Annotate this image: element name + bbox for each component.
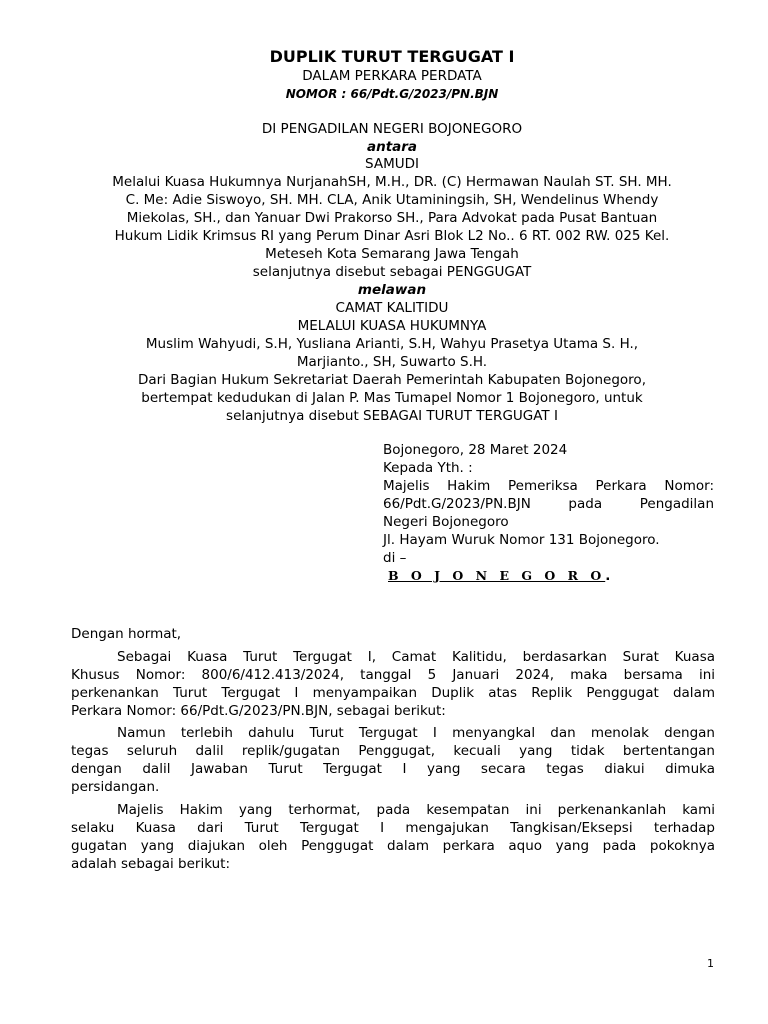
plaintiff-counsel-line: Miekolas, SH., dan Yanuar Dwi Prakorso SH., Para Advokat pada Pusat Bantuan [126, 210, 658, 226]
recipient-line: 66/Pdt.G/2023/PN.BJN pada Pengadilan [383, 496, 714, 512]
defendant-name: CAMAT KALITIDU [335, 300, 449, 316]
paragraph-line: Sebagai Kuasa Turut Tergugat I, Camat Kalitidu, berdasarkan Surat Kuasa [117, 649, 715, 665]
plaintiff-counsel-line: Meteseh Kota Semarang Jawa Tengah [265, 246, 519, 262]
paragraph-line: tegas seluruh dalil replik/gugatan Penggugat, kecuali yang tidak bertentangan [71, 743, 715, 759]
paragraph-line: dengan dalil Jawaban Turut Tergugat I yang secara tegas diakui dimuka [71, 761, 715, 777]
paragraph-line: persidangan. [71, 779, 160, 795]
body-paragraph [71, 648, 715, 720]
city-period: . [605, 568, 611, 584]
defendant-counsel-line: Muslim Wahyudi, S.H, Yusliana Arianti, S.H, Wahyu Prasetya Utama S. H., [145, 336, 639, 352]
case-number: NOMOR : 66/Pdt.G/2023/PN.BJN [285, 87, 499, 101]
defendant-via: MELALUI KUASA HUKUMNYA [297, 318, 487, 334]
city-name: B O J O N E G O R O [388, 568, 606, 583]
paragraph-line: Khusus Nomor: 800/6/412.413/2024, tanggal 5 Januari 2024, maka bersama ini [71, 667, 715, 683]
defendant-counsel-line: bertempat kedudukan di Jalan P. Mas Tumapel Nomor 1 Bojonegoro, untuk [141, 390, 643, 406]
paragraph-line: Majelis Hakim yang terhormat, pada kesempatan ini perkenankanlah kami [117, 802, 715, 818]
defendant-designation: selanjutnya disebut SEBAGAI TURUT TERGUGAT I [226, 408, 558, 424]
addressee-label: Kepada Yth. : [383, 460, 473, 476]
plaintiff-counsel-line: C. Me: Adie Siswoyo, SH. MH. CLA, Anik Utaminingsih, SH, Wendelinus Whendy [125, 192, 659, 208]
paragraph-line: gugatan yang diajukan oleh Penggugat dalam perkara aquo yang pada pokoknya [71, 838, 715, 854]
paragraph-line: perkenankan Turut Tergugat I menyampaikan Duplik atas Replik Penggugat dalam [71, 685, 715, 701]
paragraph-line: adalah sebagai berikut: [71, 856, 231, 872]
paragraph-line: Namun terlebih dahulu Turut Tergugat I menyangkal dan menolak dengan [117, 725, 715, 741]
document-title: DUPLIK TURUT TERGUGAT I [269, 47, 515, 66]
court-name: DI PENGADILAN NEGERI BOJONEGORO [261, 121, 523, 137]
melawan-label: melawan [357, 282, 427, 298]
recipient-street: Jl. Hayam Wuruk Nomor 131 Bojonegoro. [383, 532, 660, 548]
defendant-counsel-line: Marjianto., SH, Suwarto S.H. [296, 354, 488, 370]
place-date: Bojonegoro, 28 Maret 2024 [383, 442, 568, 458]
body-paragraph [71, 724, 715, 796]
greeting: Dengan hormat, [71, 626, 182, 642]
body-paragraph [71, 801, 715, 873]
plaintiff-designation: selanjutnya disebut sebagai PENGGUGAT [252, 264, 532, 280]
page-number: 1 [707, 957, 714, 970]
document-subtitle: DALAM PERKARA PERDATA [302, 68, 482, 84]
recipient-line: Majelis Hakim Pemeriksa Perkara Nomor: [383, 478, 714, 494]
paragraph-line: Perkara Nomor: 66/Pdt.G/2023/PN.BJN, sebagai berikut: [71, 703, 446, 719]
paragraph-line: selaku Kuasa dari Turut Tergugat I mengajukan Tangkisan/Eksepsi terhadap [71, 820, 715, 836]
plaintiff-counsel-line: Hukum Lidik Krimsus RI yang Perum Dinar Asri Blok L2 No.. 6 RT. 002 RW. 025 Kel. [114, 228, 670, 244]
defendant-counsel-line: Dari Bagian Hukum Sekretariat Daerah Pemerintah Kabupaten Bojonegoro, [138, 372, 646, 388]
di-label: di – [383, 550, 407, 566]
recipient-line: Negeri Bojonegoro [383, 514, 509, 530]
plaintiff-name: SAMUDI [365, 156, 419, 172]
antara-label: antara [366, 139, 418, 155]
recipient-city [388, 567, 719, 585]
plaintiff-counsel-line: Melalui Kuasa Hukumnya NurjanahSH, M.H., DR. (C) Hermawan Naulah ST. SH. MH. [112, 174, 672, 190]
